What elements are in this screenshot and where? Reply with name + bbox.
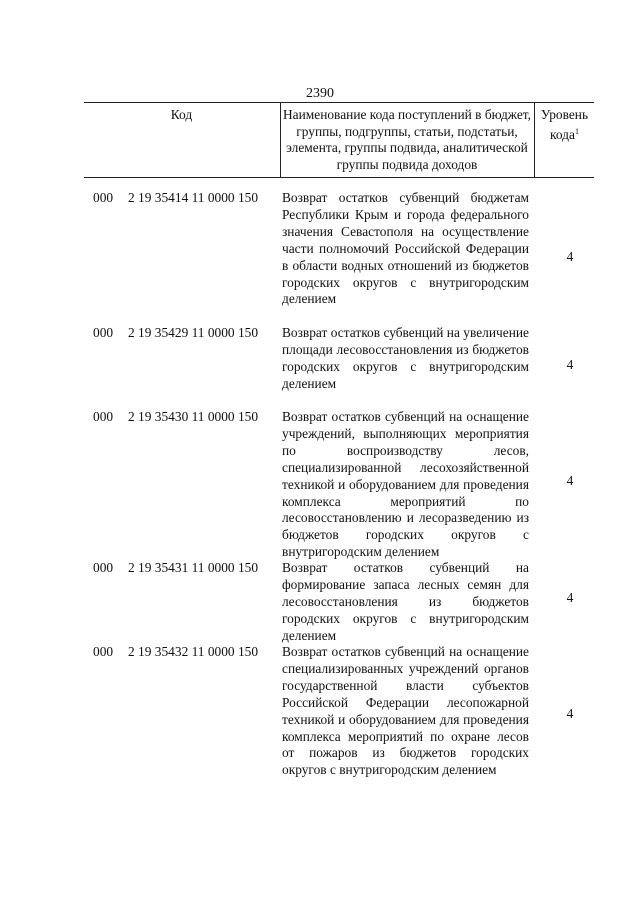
row-level: 4: [566, 473, 574, 488]
row-code: 2 19 35414 11 0000 150: [128, 190, 259, 205]
row-level: 4: [566, 249, 574, 264]
row-level: 4: [566, 706, 574, 721]
row-prefix: 000: [93, 560, 114, 575]
header-code: Код: [170, 107, 193, 122]
row-name: Возврат остатков субвенций на формирование запаса лесных семян для лесовосстановления из бюджетов городских округов с внутригородским делением: [282, 560, 529, 643]
row-prefix: 000: [93, 325, 114, 340]
row-code: 2 19 35432 11 0000 150: [128, 644, 259, 659]
header-name: Наименование кода поступлений в бюджет, группы, подгруппы, статьи, подстатьи, элемента, группы подвида, аналитической группы подвида доходов: [283, 107, 531, 172]
page-number: 2390: [306, 86, 334, 101]
row-name: Возврат остатков субвенций на оснащение учреждений, выполняющих мероприятия по воспроизводству лесов, специализированной лесохозяйственной техникой и оборудованием для проведения комплекса мероприятий по лесовосстановлению и лесоразведению из бюджетов городских округов с внутригородским делением: [282, 409, 529, 560]
row-name: Возврат остатков субвенций на оснащение специализированных учреждений органов государственной власти субъектов Российской Федерации лесопожарной техникой и оборудованием для проведения комплекса мероприятий по охране лесов от пожаров из бюджетов городских округов с внутригородским делением: [282, 644, 529, 778]
table-header: [84, 102, 594, 178]
header-level-label: Уровень кода: [540, 107, 589, 142]
row-code: 2 19 35430 11 0000 150: [128, 409, 259, 424]
row-code: 2 19 35431 11 0000 150: [128, 560, 259, 575]
row-level: 4: [566, 357, 574, 372]
row-name: Возврат остатков субвенций на увеличение площади лесовосстановления из бюджетов городских округов с внутригородским делением: [282, 325, 529, 391]
row-name: Возврат остатков субвенций бюджетам Республики Крым и города федерального значения Севастополя на осуществление части полномочий Российской Федерации в области водных отношений из бюджетов городских округов с внутригородским делением: [282, 190, 529, 307]
row-prefix: 000: [93, 644, 114, 659]
row-prefix: 000: [93, 190, 114, 205]
header-level: [535, 107, 594, 143]
row-prefix: 000: [93, 409, 114, 424]
row-code: 2 19 35429 11 0000 150: [128, 325, 259, 340]
header-level-footnote: 1: [574, 126, 579, 136]
row-level: 4: [566, 590, 574, 605]
